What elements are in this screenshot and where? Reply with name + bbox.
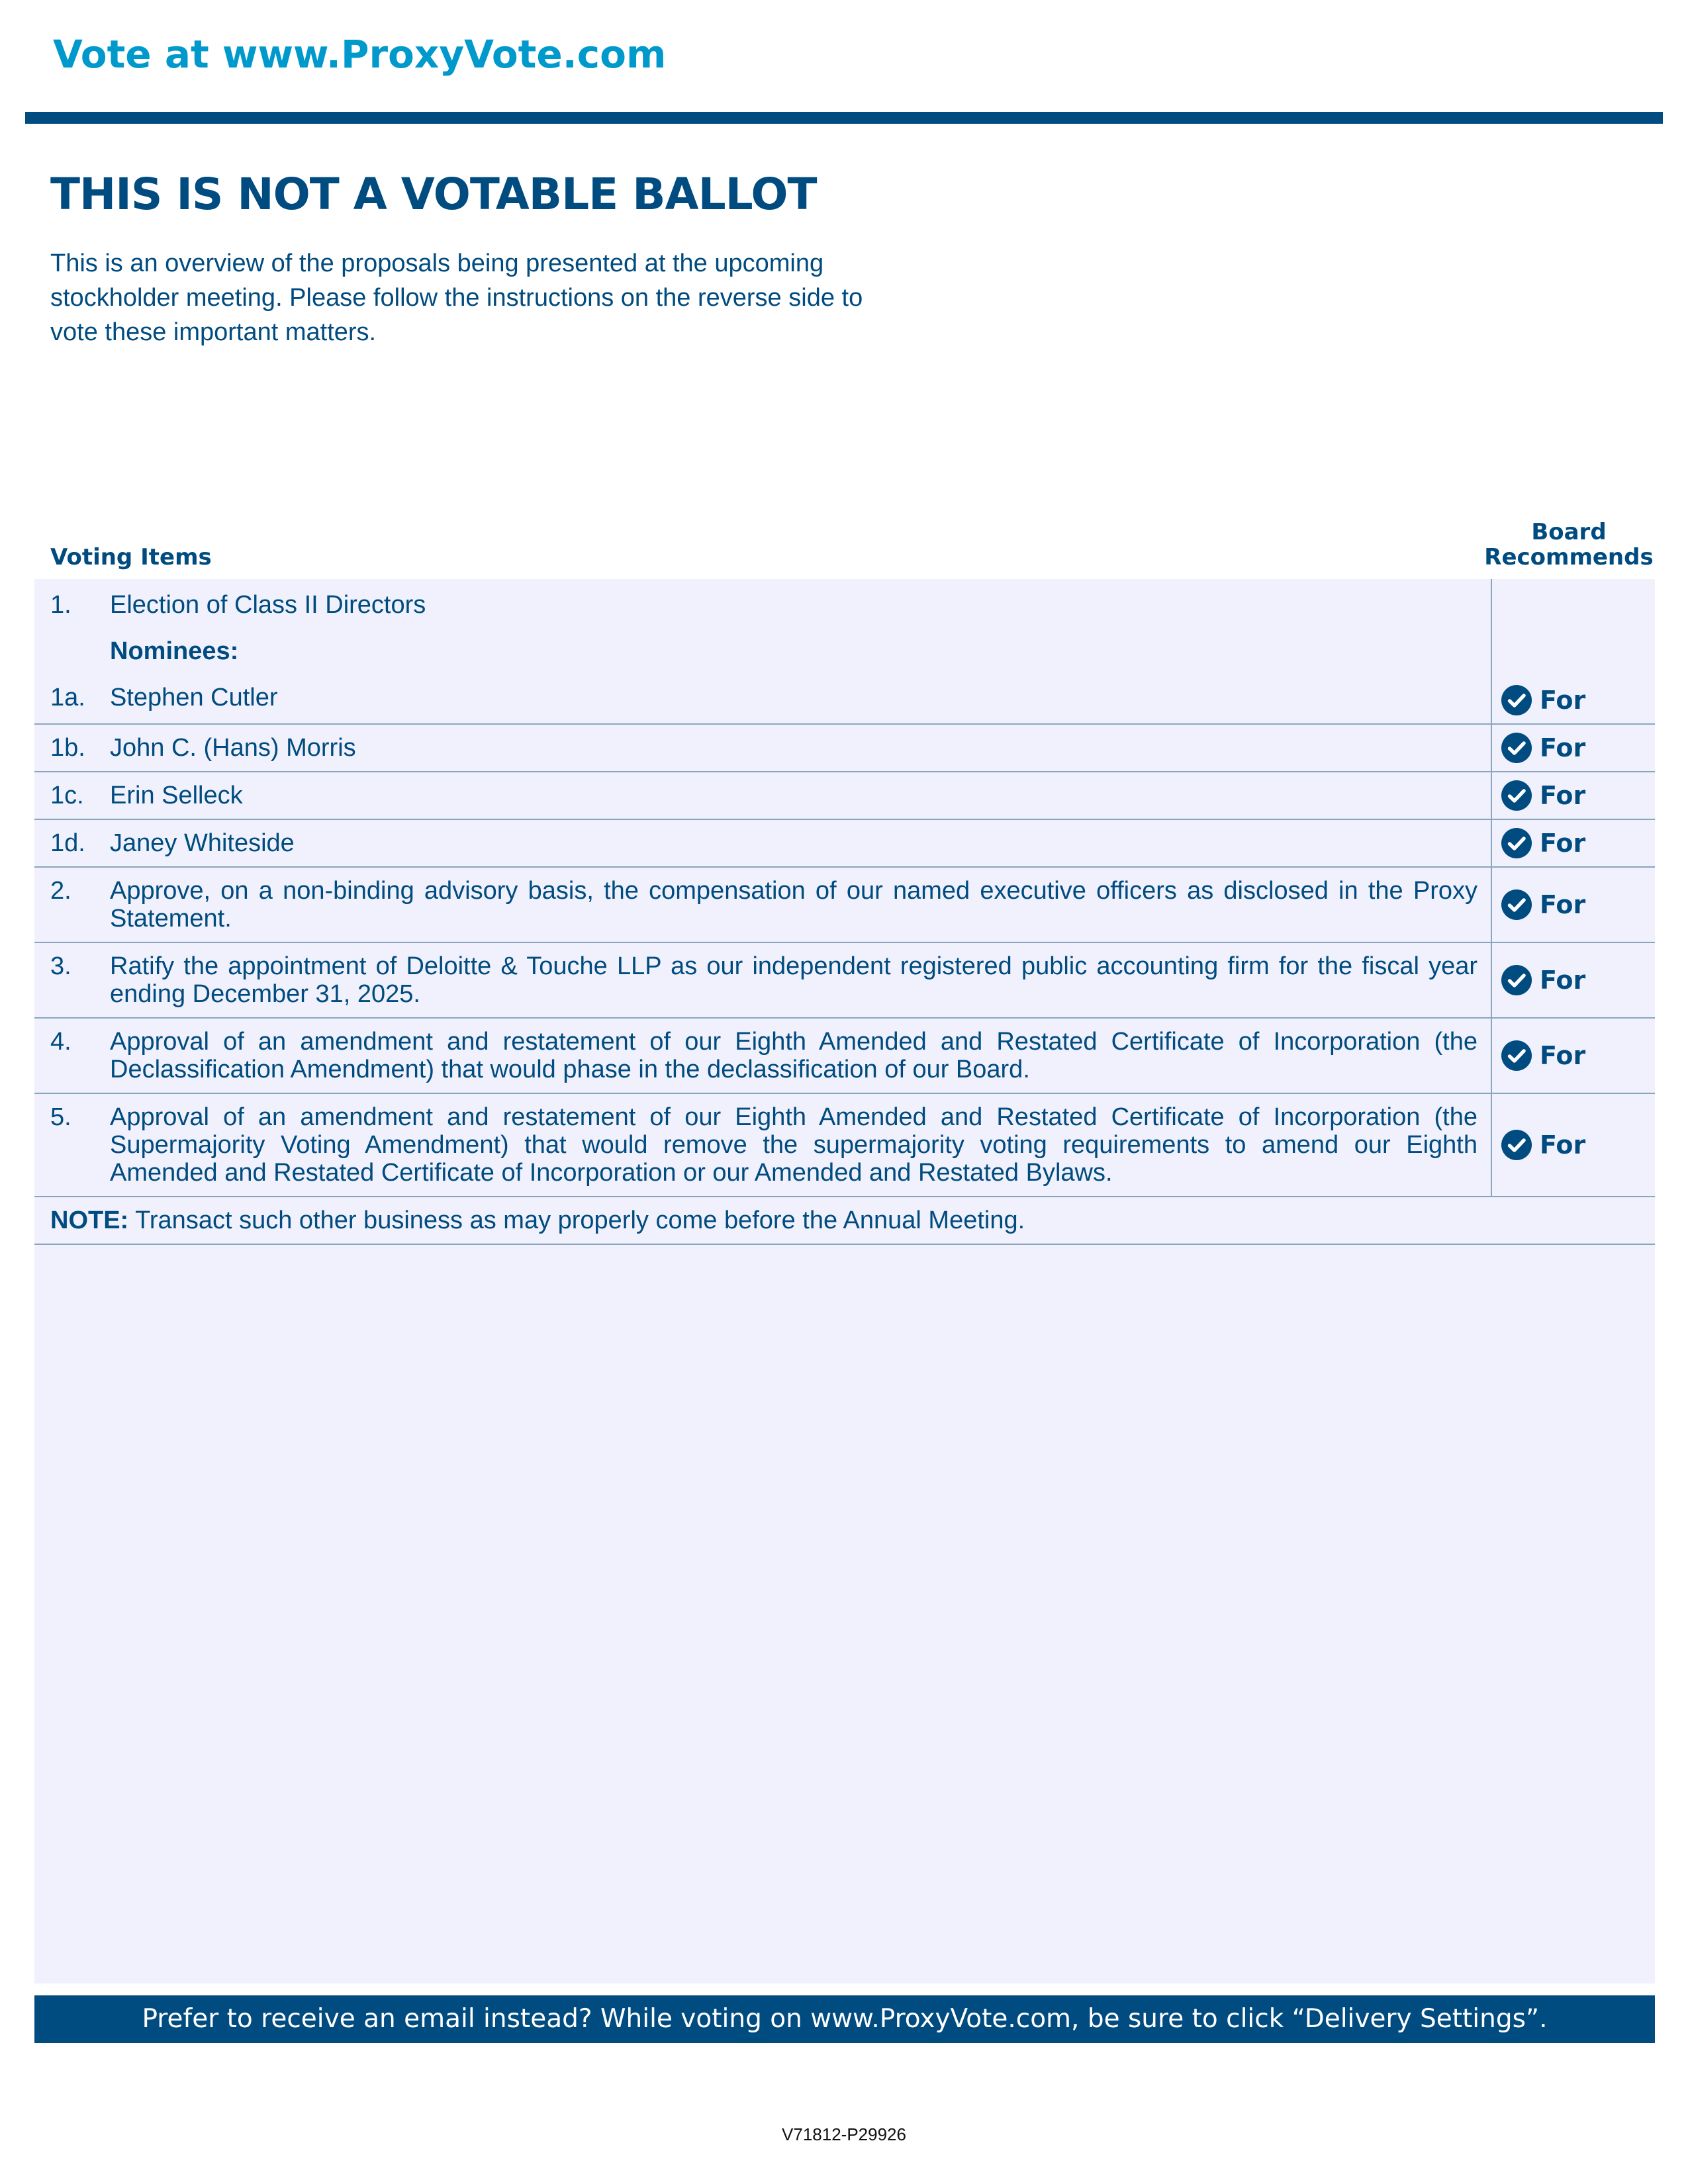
board-recommendation [1501, 965, 1585, 995]
item-text: Approval of an amendment and restatement of our Eighth Amended and Restated Certificate of Incorporation (the Supermajority Voting Amendment) that would remove the supermajority voting requirements to amend our Eighth Amended and Restated Certificate of Incorporation or our Amended and Restated Bylaws. [110, 1103, 1477, 1187]
item-number: 1c. [50, 782, 84, 809]
board-recommendation [1501, 828, 1585, 858]
table-row [34, 820, 1655, 868]
item-number: 1. [50, 591, 71, 619]
recommendation-label: For [1540, 733, 1586, 762]
board-recommendation [1501, 1130, 1585, 1160]
document-code: V71812-P29926 [782, 2124, 906, 2144]
table-row [34, 943, 1655, 1019]
recommendation-label: For [1540, 829, 1586, 858]
recommendation-label: For [1540, 890, 1586, 919]
item-number: 5. [50, 1103, 71, 1131]
note-text: Transact such other business as may properly come before the Annual Meeting. [128, 1206, 1025, 1234]
recommendation-label: For [1540, 1130, 1586, 1160]
item-text: Janey Whiteside [110, 829, 295, 857]
check-circle-icon [1501, 1130, 1532, 1160]
note-row [34, 1197, 1655, 1245]
item-number: 1b. [50, 734, 85, 762]
email-delivery-banner: Prefer to receive an email instead? While voting on www.ProxyVote.com, be sure to click “Delivery Settings”. [34, 1995, 1655, 2043]
item-text: John C. (Hans) Morris [110, 734, 356, 762]
check-circle-icon [1501, 685, 1532, 715]
board-recommends-line2: Recommends [1484, 544, 1654, 570]
header-divider [25, 112, 1663, 124]
item-number: 1d. [50, 829, 85, 857]
check-circle-icon [1501, 1040, 1532, 1071]
intro-paragraph: This is an overview of the proposals being presented at the upcoming stockholder meeting. Please follow the instructions on the reverse side to vote these important matters. [50, 250, 863, 346]
table-row [34, 1094, 1655, 1197]
board-recommends-heading [1483, 520, 1655, 570]
check-circle-icon [1501, 889, 1532, 920]
page-title: THIS IS NOT A VOTABLE BALLOT [50, 169, 817, 220]
board-recommends-line1: Board [1531, 519, 1607, 545]
nominees-label: Nominees: [110, 637, 239, 665]
item-number: 1a. [50, 684, 85, 711]
item-number: 3. [50, 952, 71, 980]
vote-url-header: Vote at www.ProxyVote.com [53, 32, 667, 77]
table-row [34, 1019, 1655, 1094]
check-circle-icon [1501, 780, 1532, 811]
item-text: Approval of an amendment and restatement of our Eighth Amended and Restated Certificate of Incorporation (the Declassification Amendment) that would phase in the declassification of our Board. [110, 1028, 1477, 1083]
voting-items-heading: Voting Items [50, 544, 212, 570]
item-text: Ratify the appointment of Deloitte & Touche LLP as our independent registered public accounting firm for the fiscal year ending December 31, 2025. [110, 952, 1477, 1008]
item-text: Erin Selleck [110, 782, 243, 809]
item-number: 4. [50, 1028, 71, 1056]
board-recommendation [1501, 1040, 1585, 1071]
table-row [34, 868, 1655, 943]
table-row [34, 725, 1655, 772]
note-label: NOTE: [50, 1206, 129, 1234]
check-circle-icon [1501, 828, 1532, 858]
recommendation-label: For [1540, 1041, 1586, 1070]
check-circle-icon [1501, 733, 1532, 763]
item-number: 2. [50, 877, 71, 905]
board-recommendation [1501, 889, 1585, 920]
table-row [34, 772, 1655, 820]
board-recommendation [1501, 733, 1585, 763]
check-circle-icon [1501, 965, 1532, 995]
item-text: Stephen Cutler [110, 684, 278, 711]
board-recommendation [1501, 780, 1585, 811]
recommendation-label: For [1540, 966, 1586, 995]
recommendation-label: For [1540, 781, 1586, 810]
board-recommendation [1501, 685, 1585, 715]
voting-items-table [34, 579, 1655, 1245]
recommendation-label: For [1540, 686, 1586, 715]
item-text: Approve, on a non-binding advisory basis, the compensation of our named executive officers as disclosed in the Proxy Statement. [110, 877, 1477, 933]
item-text: Election of Class II Directors [110, 591, 426, 619]
table-row-election [34, 579, 1655, 725]
